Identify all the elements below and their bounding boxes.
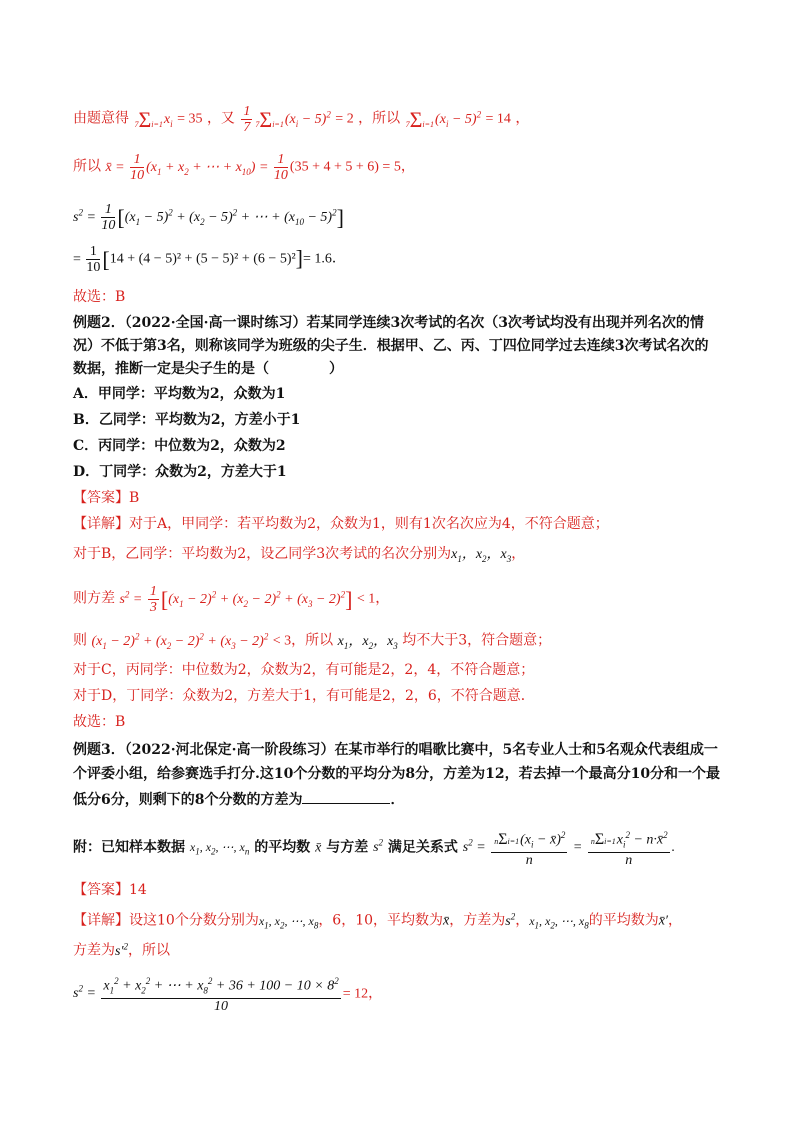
- example2-title: 例题2．（2022·全国·高一课时练习）若某同学连续3次考试的名次（3次考试均没有出现并列名次的情: [73, 315, 704, 331]
- example2-line3: 数据，推断一定是尖子生的是（ ）: [73, 361, 343, 377]
- variance-computation: = $\frac{1}{10}$ [14 + (4 − 5)² + (5 − 5)² + (6 − 5)²]= 1.6．: [73, 244, 346, 275]
- example2-detail-c: 对于C，丙同学：中位数为2，众数为2，有可能是2，2，4，不符合题意；: [73, 662, 535, 678]
- example2-answer: 【答案】B: [73, 490, 140, 506]
- solution-line-given: 由题意得 $7\Sigma i=1x_i = 35$ ，又 $\frac{1}{7}$ $7\Sigma i=1(x_i - 5)^2 = 2$ ，所以 $7\Sigma i=1(x_i - 5)^2 = 14$ ，: [73, 104, 530, 135]
- example3-title: 例题3．（2022·河北保定·高一阶段练习）在某市举行的唱歌比赛中，5名专业人士和5名观众代表组成一: [73, 742, 718, 758]
- example2-choice: 故选：B: [73, 714, 126, 730]
- example2-variance-line: 则方差 $s^2$ = $\frac{1}{3}$ $[(x_1 - 2)^2 + (x_2 - 2)^2 + (x_3 - 2)^2] < 1$，: [73, 584, 390, 615]
- answer-blank[interactable]: [302, 789, 390, 804]
- example2-detail-d: 对于D，丁同学：众数为2，方差大于1，有可能是2，2，6，不符合题意．: [73, 688, 535, 704]
- variance-3-formula: $s^2$ = $\frac{1}{3}$ $[(x_1 - 2)^2 + (x_2 - 2)^2 + (x_3 - 2)^2]$: [119, 584, 353, 615]
- previous-choice: 故选：B: [73, 289, 126, 305]
- example2-detail-b: 对于B，乙同学：平均数为2，设乙同学3次考试的名次分别为$x_1$，$x_2$，$x_3$，: [73, 546, 526, 564]
- variance-definition: $s^2$ = $\frac{1}{10}$ [$(x_1 - 5)^2 + (x_2 - 5)^2$ + ⋯ + $(x_{10} - 5)^2$]: [73, 202, 344, 233]
- example3-note: 附：已知样本数据 $x_1$, $x_2$, ⋯, $x_n$ 的平均数 x̄ 与方差 $s^2$ 满足关系式 $s^2$ = $\frac{n\Sigma i=1(x_i - x̄)^2}{n}$ = $\frac{n\Sigma i=1x_i^2 - n\cdot x̄^2}{n}$ .: [73, 830, 676, 869]
- mean-formula: x̄ = $\frac{1}{10}$ ($x_1 + x_2$ + ⋯ + $x_{10}$) = $\frac{1}{10}$: [105, 152, 288, 183]
- sum-sq-formula: $7\Sigma i=1(x_i - 5)^2$: [405, 106, 482, 132]
- sum-x-formula: $7\Sigma i=1x_i$: [134, 106, 173, 132]
- example2-inequality-line: 则 $(x_1 - 2)^2 + (x_2 - 2)^2 + (x_3 - 2)^2 < 3$，所以 $x_1$，$x_2$，$x_3$ 均不大于3，符合题意；: [73, 631, 552, 651]
- example2-detail-a: 【详解】对于A，甲同学：若平均数为2，众数为1，则有1次名次应为4，不符合题意；: [73, 516, 609, 532]
- option-a: A．甲同学：平均数为2，众数为1: [73, 386, 286, 402]
- option-c: C．丙同学：中位数为2，众数为2: [73, 438, 286, 454]
- example3-line2: 个评委小组，给参赛选手打分.这10个分数的平均分为8分，方差为12，若去掉一个最高分10分和一个最: [73, 766, 721, 782]
- example3-detail-2: 方差为$s'^2$，所以: [73, 941, 171, 959]
- variance-identity-formula: $s^2$ = $\frac{n\Sigma i=1(x_i - x̄)^2}{n}$ = $\frac{n\Sigma i=1x_i^2 - n\cdot x̄^2}{n}$ .: [462, 830, 676, 869]
- solution-line-mean: 所以 x̄ = $\frac{1}{10}$ ($x_1 + x_2$ + ⋯ + $x_{10}$) = $\frac{1}{10}$ (35 + 4 + 5 + 6) = 5，: [73, 152, 415, 183]
- option-b: B．乙同学：平均数为2，方差小于1: [73, 412, 301, 428]
- variance-7-formula: $\frac{1}{7}$ $7\Sigma i=1(x_i - 5)^2$: [243, 104, 331, 135]
- example3-line3: 低分6分，则剩下的8个分数的方差为 ．: [73, 789, 404, 810]
- example3-final-equation: $s^2$ = $\frac{x_1^2 + x_2^2 + \cdots + x_8^2 + 36 + 100 - 10 \times 8^2}{10}$ = 12，: [73, 976, 383, 1015]
- example3-detail-1: 【详解】设这10个分数分别为$x_1$, $x_2$, ⋯, $x_8$，6，10，平均数为x̄，方差为$s^2$，$x_1$, $x_2$, ⋯, $x_8$的平均数为x̄′，: [73, 911, 682, 931]
- example2-line2: 况）不低于第3名，则称该同学为班级的尖子生．根据甲、乙、丙、丁四位同学过去连续3次考试名次的: [73, 338, 709, 354]
- option-d: D．丁同学：众数为2，方差大于1: [73, 464, 287, 480]
- example3-answer: 【答案】14: [73, 882, 147, 898]
